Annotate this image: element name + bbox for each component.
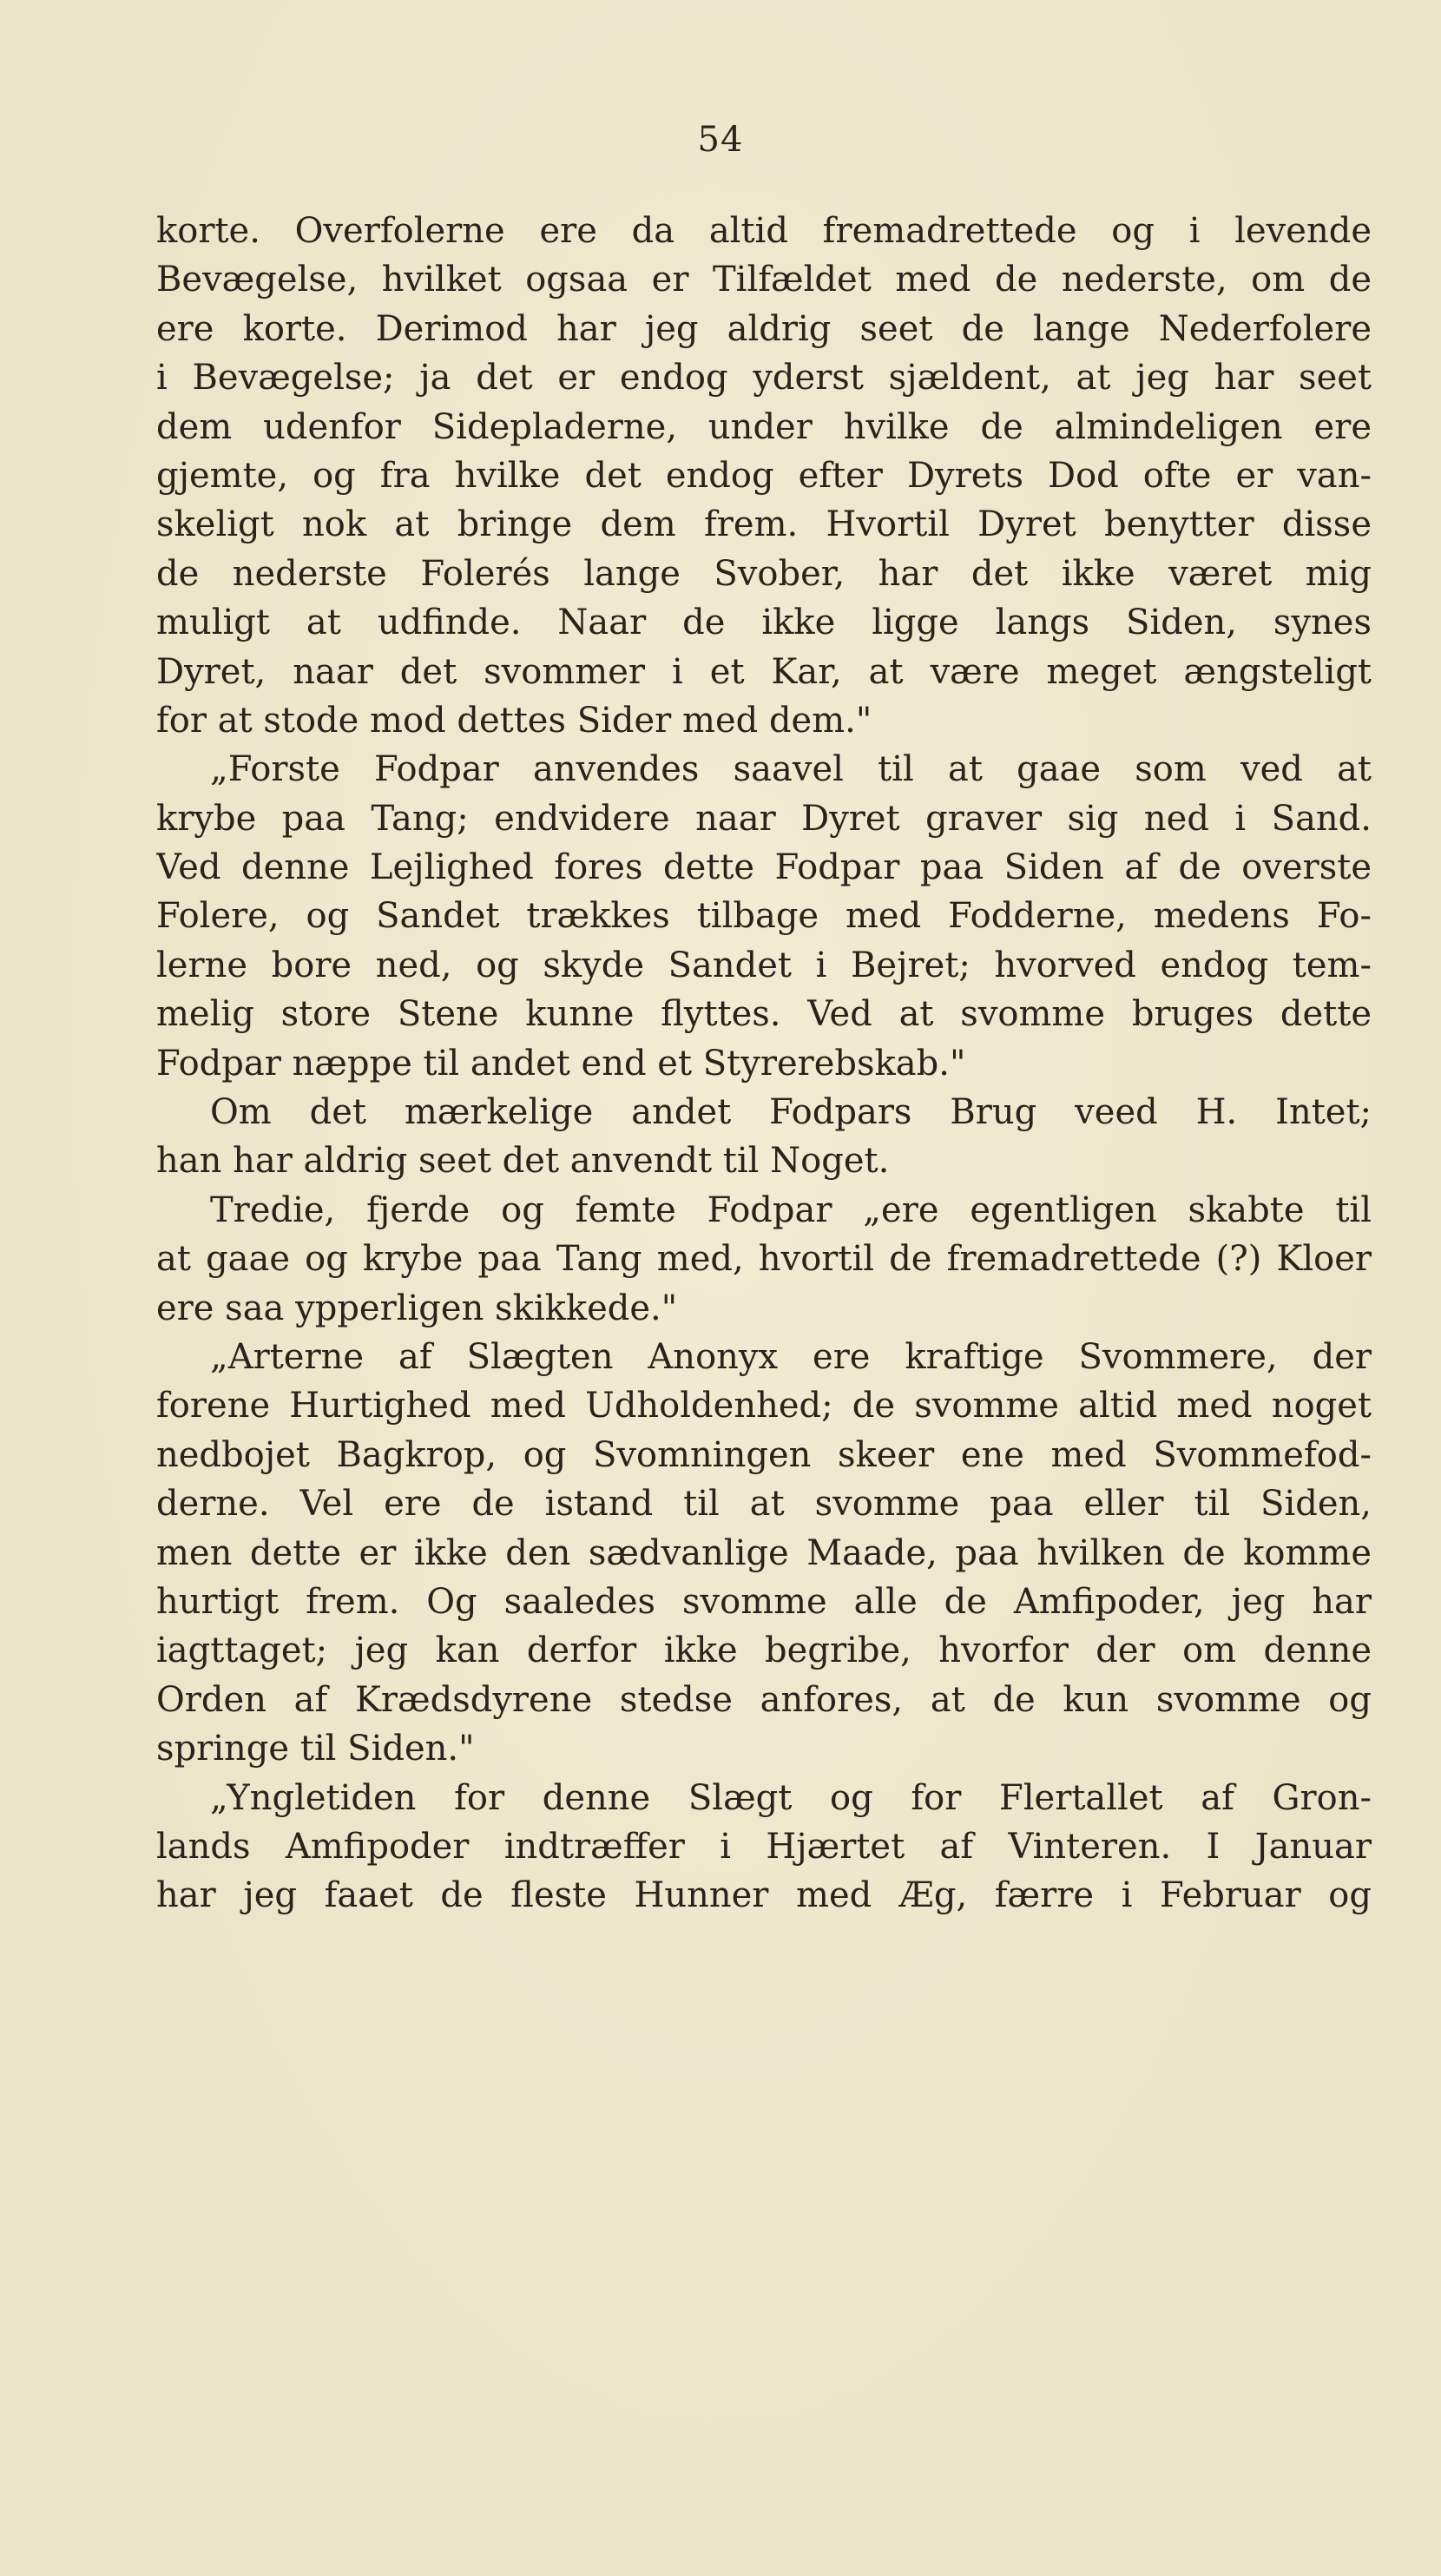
paragraph: [156, 207, 1372, 745]
paragraph: [156, 1186, 1372, 1333]
text-line: Bevægelse, hvilket ogsaa er Tilfældet med de nederste, om de: [156, 260, 1372, 300]
text-line: korte. Overfolerne ere da altid fremadrettede og i levende: [156, 211, 1372, 251]
text-line: „Forste Fodpar anvendes saavel til at gaae som ved at: [210, 749, 1372, 790]
text-line: at gaae og krybe paa Tang med, hvortil de fremadrettede (?) Kloer: [156, 1239, 1372, 1280]
text-line: iagttaget; jeg kan derfor ikke begribe, hvorfor der om denne: [156, 1631, 1372, 1671]
paragraph: [156, 745, 1372, 1088]
text-line: han har aldrig seet det anvendt til Noget.: [156, 1141, 890, 1182]
text-line: „Arterne af Slægten Anonyx ere kraftige Svommere, der: [210, 1336, 1372, 1377]
text-line: dem udenfor Sidepladerne, under hvilke de almindeligen ere: [156, 406, 1372, 447]
paragraph: [156, 1774, 1372, 1920]
text-line: Ved denne Lejlighed fores dette Fodpar paa Siden af de overste: [156, 847, 1372, 888]
text-line: Om det mærkelige andet Fodpars Brug veed H. Intet;: [210, 1092, 1372, 1133]
text-line: lerne bore ned, og skyde Sandet i Bejret; hvorved endog tem-: [156, 945, 1372, 985]
text-line: ere saa ypperligen skikkede.": [156, 1288, 678, 1328]
text-line: for at stode mod dettes Sider med dem.": [156, 700, 872, 741]
text-line: Folere, og Sandet trækkes tilbage med Fodderne, medens Fo-: [156, 896, 1372, 937]
text-line: i Bevægelse; ja det er endog yderst sjældent, at jeg har seet: [156, 358, 1372, 399]
paragraph: [156, 1088, 1372, 1186]
text-line: Fodpar næppe til andet end et Styrerebskab.": [156, 1043, 966, 1084]
page-number: 54: [697, 120, 744, 160]
text-line: derne. Vel ere de istand til at svomme paa eller til Siden,: [156, 1484, 1372, 1525]
body-text: [156, 207, 1372, 1920]
text-line: gjemte, og fra hvilke det endog efter Dyrets Dod ofte er van-: [156, 455, 1372, 496]
text-line: har jeg faaet de fleste Hunner med Æg, færre i Februar og: [156, 1875, 1372, 1916]
text-line: springe til Siden.": [156, 1729, 475, 1769]
text-line: melig store Stene kunne flyttes. Ved at svomme bruges dette: [156, 994, 1372, 1035]
text-line: skeligt nok at bringe dem frem. Hvortil Dyret benytter disse: [156, 504, 1372, 545]
text-line: nedbojet Bagkrop, og Svomningen skeer ene med Svommefod-: [156, 1434, 1372, 1475]
text-line: forene Hurtighed med Udholdenhed; de svomme altid med noget: [156, 1386, 1372, 1426]
text-line: Tredie, fjerde og femte Fodpar „ere egentligen skabte til: [210, 1189, 1372, 1230]
text-line: muligt at udfinde. Naar de ikke ligge langs Siden, synes: [156, 603, 1372, 643]
text-line: lands Amfipoder indtræffer i Hjærtet af Vinteren. I Januar: [156, 1826, 1372, 1867]
text-line: Dyret, naar det svommer i et Kar, at være meget ængsteligt: [156, 651, 1372, 692]
text-line: Orden af Krædsdyrene stedse anfores, at de kun svomme og: [156, 1679, 1372, 1720]
text-line: men dette er ikke den sædvanlige Maade, paa hvilken de komme: [156, 1532, 1372, 1573]
text-line: hurtigt frem. Og saaledes svomme alle de Amfipoder, jeg har: [156, 1581, 1372, 1622]
text-line: ere korte. Derimod har jeg aldrig seet de lange Nederfolere: [156, 308, 1372, 349]
text-line: krybe paa Tang; endvidere naar Dyret graver sig ned i Sand.: [156, 798, 1372, 839]
text-line: de nederste Folerés lange Svober, har det ikke været mig: [156, 553, 1372, 594]
paragraph: [156, 1333, 1372, 1774]
text-line: „Yngletiden for denne Slægt og for Flertallet af Gron-: [210, 1777, 1372, 1818]
